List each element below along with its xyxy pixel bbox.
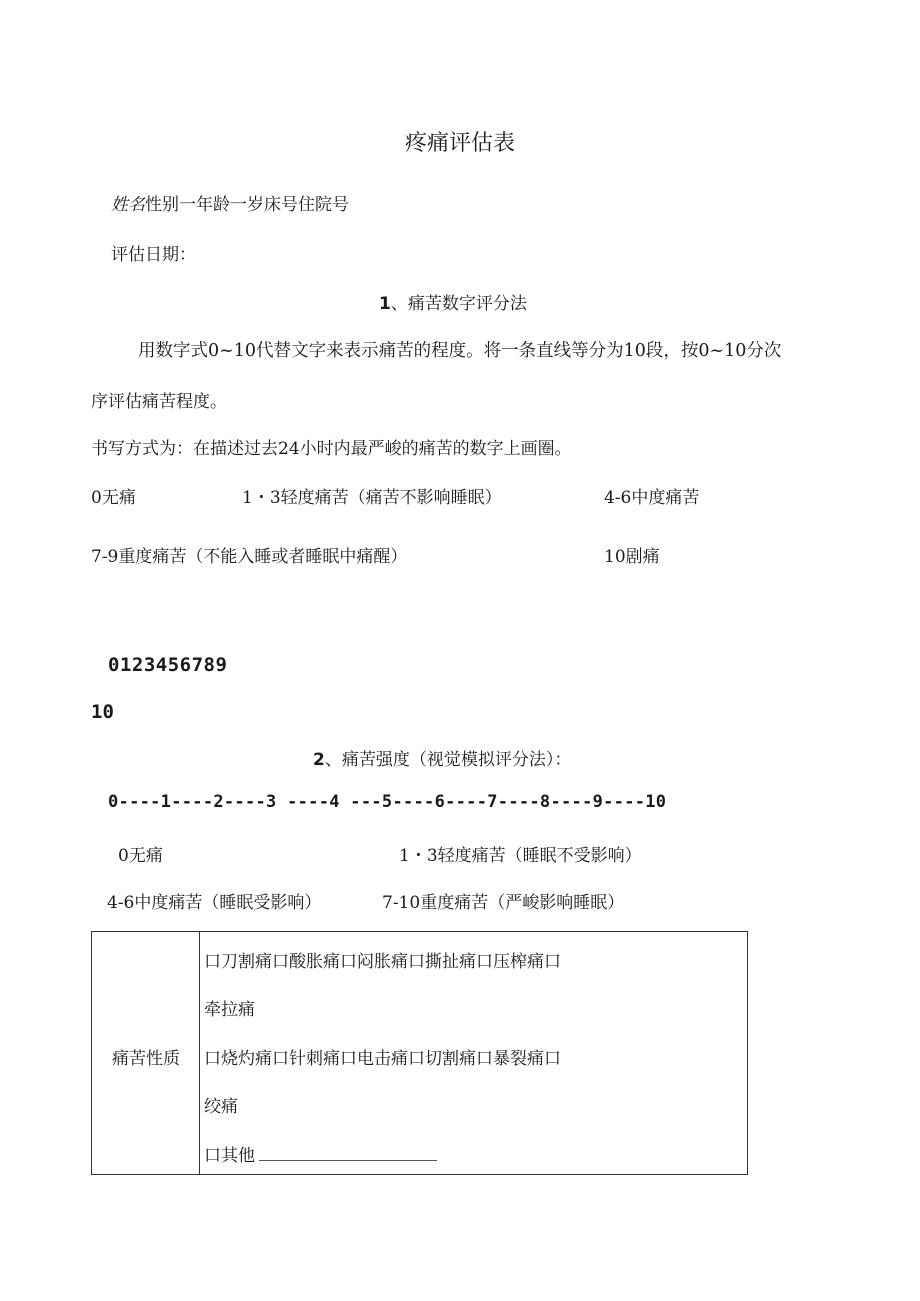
vas-level-1-3-label: 1・3轻度痛苦（睡眠不受影响） xyxy=(399,846,642,866)
pain-nature-table xyxy=(91,931,748,1175)
pain-options-line-1[interactable]: 口刀割痛口酸胀痛口闷胀痛口撕扯痛口压榨痛口 xyxy=(204,952,561,972)
pain-other-blank[interactable] xyxy=(259,1146,437,1161)
section2-number: 2 xyxy=(313,750,325,770)
pain-options-line-3[interactable]: 口烧灼痛口针刺痛口电击痛口切割痛口暴裂痛口 xyxy=(204,1049,561,1069)
numeric-scale-digits: 0123456789 xyxy=(108,654,228,676)
pain-nature-label: 痛苦性质 xyxy=(112,1049,180,1069)
vas-level-0-label: 0无痛 xyxy=(118,846,163,866)
patient-info-line xyxy=(111,190,349,215)
level-10-label: 10剧痛 xyxy=(604,547,660,567)
section2-heading-text: 、痛苦强度（视觉模拟评分法）： xyxy=(324,750,572,770)
patient-info-fields: 性别一年龄一岁床号住院号 xyxy=(145,195,349,215)
section1-heading xyxy=(379,289,527,314)
visual-analog-scale: 0----1----2----3 ----4 ---5----6----7----8----9----10 xyxy=(108,792,667,812)
numeric-scale-ten: 10 xyxy=(91,701,114,723)
vas-level-4-6-label: 4-6中度痛苦（睡眠受影响） xyxy=(107,893,322,913)
section1-desc-line2: 序评估痛苦程度。 xyxy=(91,392,227,412)
pain-options-line-4[interactable]: 绞痛 xyxy=(204,1097,238,1117)
page-title: 疼痛评估表 xyxy=(404,131,515,156)
pain-other-label[interactable]: 口其他 xyxy=(204,1146,255,1166)
section1-desc-line1: 用数字式0~10代替文字来表示痛苦的程度。将一条直线等分为10段，按0~10分次 xyxy=(138,341,782,361)
level-0-label: 0无痛 xyxy=(91,488,136,508)
section2-heading xyxy=(313,745,571,770)
eval-date-label: 评估日期： xyxy=(111,245,196,265)
section1-instruction: 书写方式为：在描述过去24小时内最严峻的痛苦的数字上画圈。 xyxy=(91,439,572,459)
level-1-3-label: 1・3轻度痛苦（痛苦不影响睡眠） xyxy=(242,488,502,508)
pain-other-row xyxy=(204,1141,437,1166)
pain-options-line-2[interactable]: 牵拉痛 xyxy=(204,1000,255,1020)
vas-level-7-10-label: 7-10重度痛苦（严峻影响睡眠） xyxy=(382,893,625,913)
name-label: 姓名 xyxy=(111,195,145,215)
pain-nature-label-cell xyxy=(92,932,200,1174)
level-4-6-label: 4-6中度痛苦 xyxy=(604,488,700,508)
section1-number: 1 xyxy=(379,294,391,314)
level-7-9-label: 7-9重度痛苦（不能入睡或者睡眠中痛醒） xyxy=(91,547,408,567)
section1-heading-text: 、痛苦数字评分法 xyxy=(390,294,527,314)
